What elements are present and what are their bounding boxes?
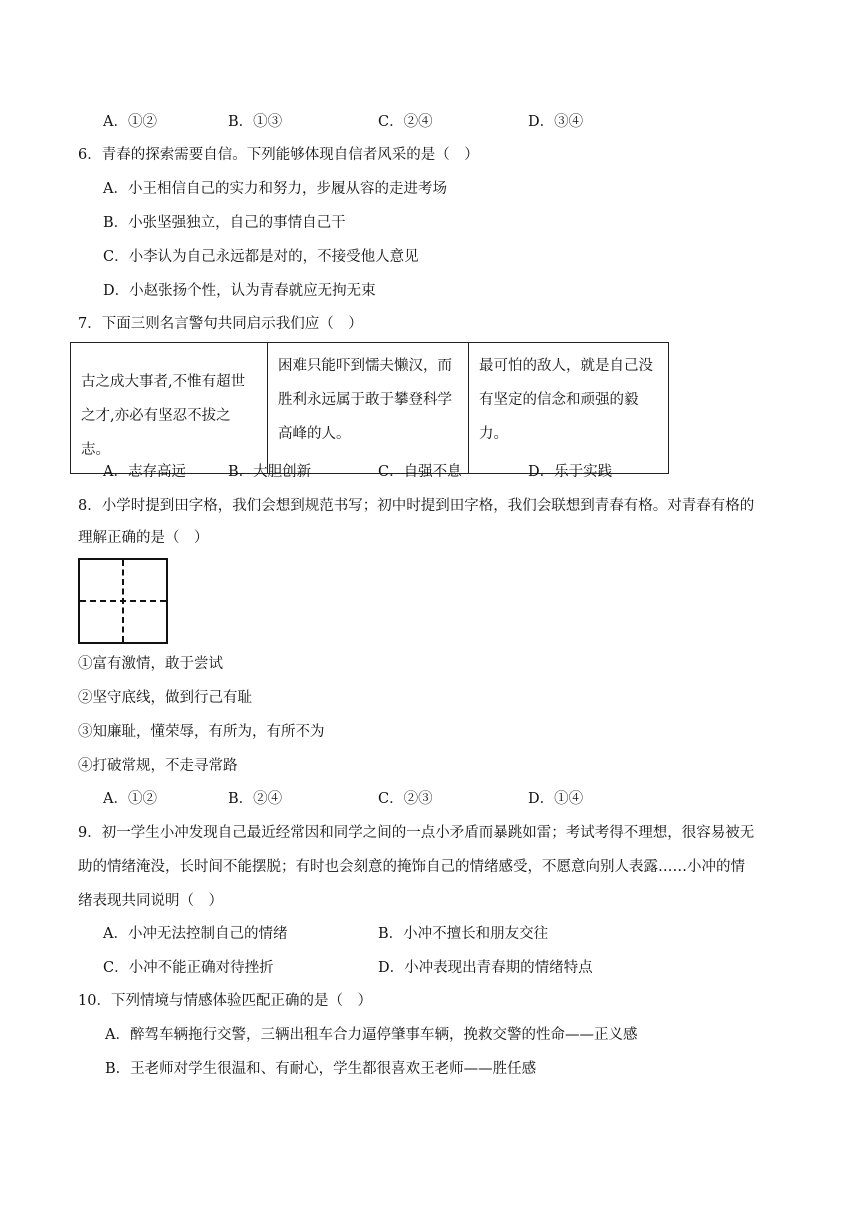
q8-statement-1: ①富有激情，敢于尝试 (78, 656, 223, 672)
q8-option-b: B．②④ (228, 791, 283, 807)
q9-stem-line1: 9．初一学生小冲发现自己最近经常因和同学之间的一点小矛盾而暴跳如雷；考试考得不理想，很容易被无 (78, 825, 755, 841)
quote-2: 困难只能吓到懦夫懒汉，而胜利永远属于敢于攀登科学高峰的人。 (278, 358, 452, 442)
q6-stem: 6．青春的探索需要自信。下列能够体现自信者风采的是（ ） (78, 147, 479, 163)
q7-stem: 7．下面三则名言警句共同启示我们应（ ） (78, 316, 363, 332)
q8-statement-2: ②坚守底线，做到行己有耻 (78, 690, 252, 706)
q8-option-c: C．②③ (378, 791, 433, 807)
q9-option-a: A．小冲无法控制自己的情绪 (103, 926, 288, 942)
q6-option-d: D．小赵张扬个性，认为青春就应无拘无束 (103, 283, 376, 299)
q10-stem: 10．下列情境与情感体验匹配正确的是（ ） (78, 993, 372, 1009)
q9-option-b: B．小冲不擅长和朋友交往 (378, 926, 549, 942)
q8-stem-line1: 8．小学时提到田字格，我们会想到规范书写；初中时提到田字格，我们会联想到青春有格。对青春有格的 (78, 498, 755, 514)
q5-option-d: D．③④ (528, 114, 584, 130)
quote-3: 最可怕的敌人，就是自己没有坚定的信念和顽强的毅力。 (479, 358, 653, 442)
quote-1: 古之成大事者,不惟有超世之才,亦必有坚忍不拔之志。 (81, 374, 246, 458)
q5-option-b: B．①③ (228, 114, 283, 130)
q8-statement-4: ④打破常规，不走寻常路 (78, 758, 238, 774)
q9-option-d: D．小冲表现出青春期的情绪特点 (378, 960, 593, 976)
q8-statement-3: ③知廉耻，懂荣辱，有所为，有所不为 (78, 724, 325, 740)
quote-cell (71, 343, 268, 474)
q6-option-c: C．小李认为自己永远都是对的，不接受他人意见 (103, 249, 419, 265)
q6-option-b: B．小张坚强独立，自己的事情自己干 (103, 215, 346, 231)
q7-option-c: C．自强不息 (378, 464, 462, 480)
q8-option-d: D．①④ (528, 791, 584, 807)
q7-option-a: A．志存高远 (103, 464, 186, 480)
q7-option-b: B．大胆创新 (228, 464, 312, 480)
quote-table (70, 342, 669, 474)
grid-dashed-horizontal (80, 600, 166, 602)
q10-option-a: A．醉驾车辆拖行交警，三辆出租车合力逼停肇事车辆，挽救交警的性命——正义感 (105, 1027, 638, 1043)
q8-stem-line2: 理解正确的是（ ） (78, 530, 209, 546)
quote-cell (469, 343, 669, 474)
q5-option-a: A．①② (103, 114, 157, 130)
q9-stem-line3: 绪表现共同说明（ ） (78, 893, 223, 909)
q9-option-c: C．小冲不能正确对待挫折 (103, 960, 274, 976)
q10-option-b: B．王老师对学生很温和、有耐心，学生都很喜欢王老师——胜任感 (105, 1061, 537, 1077)
quote-cell (268, 343, 469, 474)
q7-option-d: D．乐于实践 (528, 464, 613, 480)
q9-stem-line2: 助的情绪淹没，长时间不能摆脱；有时也会刻意的掩饰自己的情绪感受，不愿意向别人表露……小冲的情 (78, 859, 745, 875)
tianzige-grid-figure (78, 558, 168, 644)
q8-option-a: A．①② (103, 791, 157, 807)
q5-option-c: C．②④ (378, 114, 433, 130)
q6-option-a: A．小王相信自己的实力和努力，步履从容的走进考场 (103, 181, 447, 197)
